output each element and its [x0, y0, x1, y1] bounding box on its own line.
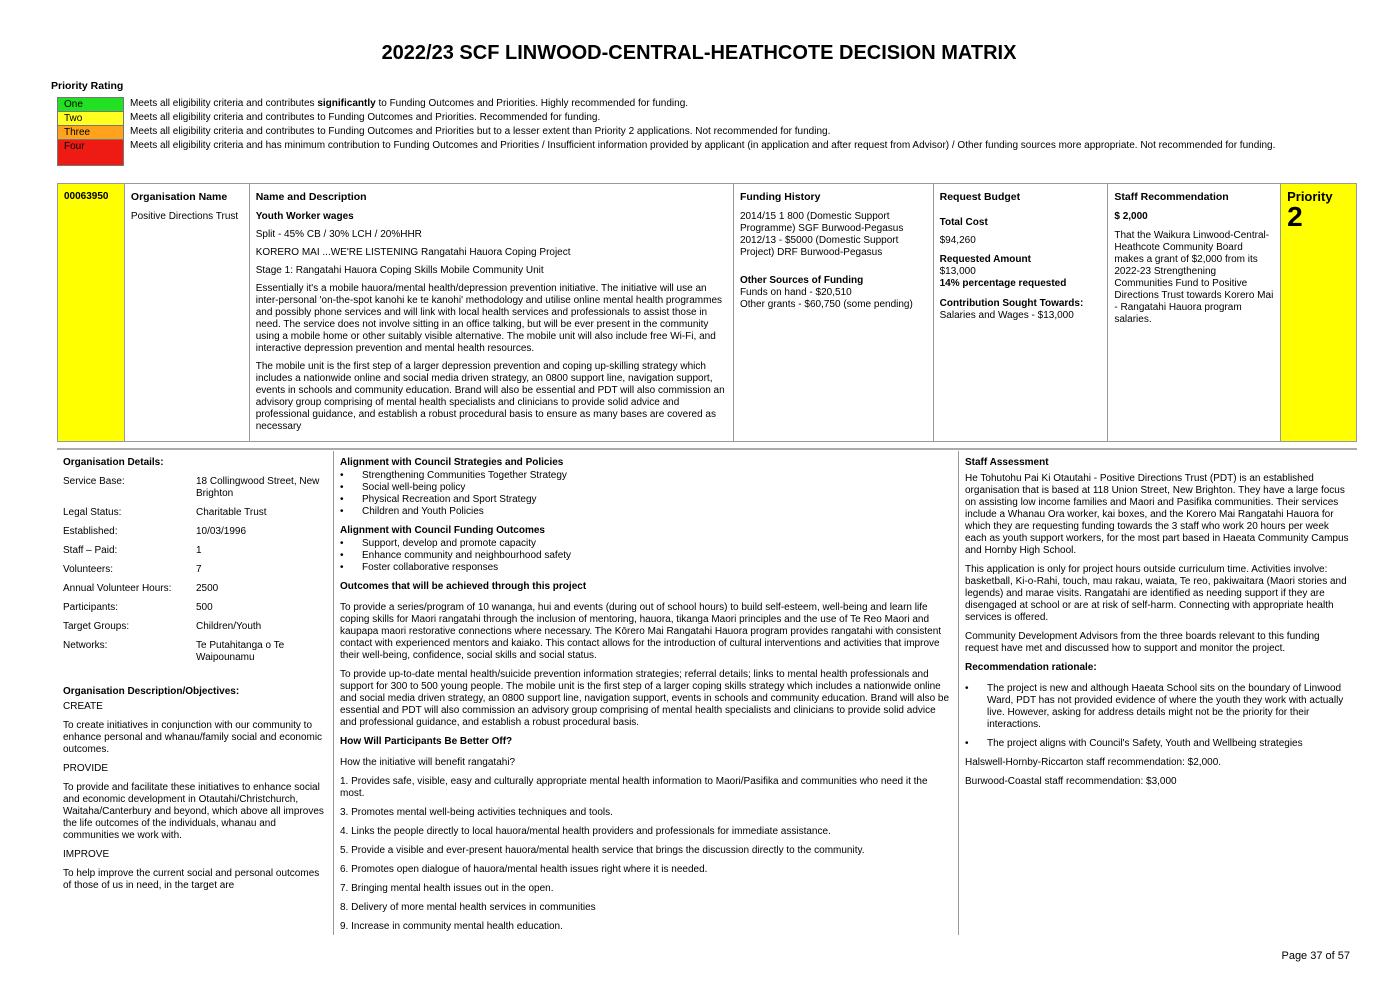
detail-row: Annual Volunteer Hours: 2500 [63, 583, 219, 594]
contribution-label: Contribution Sought Towards: [939, 298, 1084, 309]
detail-row: Participants: 500 [63, 602, 213, 613]
project-title: Youth Worker wages [255, 211, 354, 222]
detail-row: Volunteers: 7 [63, 564, 202, 575]
assessment-paragraph: This application is only for project hours outside curriculum time. Activities involve: basketball, Ki-o-Rahi, touch, mau rakau, waiata, Te reo, pakiwaitara (Maori stories and legends) and marae visits. Rangatahi are identified as needing support if they are disengaged at school or are at risk of self-harm. Connecting with appropriate health services is offered. [965, 564, 1347, 623]
funding-outcomes-heading: Alignment with Council Funding Outcomes [340, 525, 545, 536]
page-number: Page 37 of 57 [1281, 950, 1350, 962]
rationale-heading: Recommendation rationale: [965, 662, 1097, 673]
other-source-line: Funds on hand - $20,510 [739, 287, 852, 298]
description-line: Stage 1: Rangatahi Hauora Coping Skills Mobile Community Unit [255, 265, 544, 276]
legend-text-two: Meets all eligibility criteria and contributes to Funding Outcomes and Priorities. Recommended for funding. [130, 112, 601, 123]
priority-legend [57, 97, 1357, 166]
request-budget-header: Request Budget [939, 191, 1021, 203]
detail-row: Networks: Te Putahitanga o Te Waipounamu [63, 640, 285, 663]
priority-header: Priority [1287, 189, 1333, 204]
legend-swatch-four: Four [57, 139, 124, 166]
staff-assessment-heading: Staff Assessment [965, 457, 1049, 468]
benefit-item: 4. Links the people directly to local hauora/mental health providers and professionals for immediate assistance. [340, 826, 831, 837]
description-line: Essentially it's a mobile hauora/mental health/depression prevention initiative. The initiative will use an inter-personal 'on-the-spot kanohi ke te kanohi' methodology and utilise online mental health programmes and possibly phone services and will link with local health services and professionals to assist those in need. The service does not involve sitting in an office talking, but will be ever present in the community using a mobile home or other suitably visible alternative. The mobile unit will also include free Wi-Fi, and interactive depression prevention and mental health resources. [255, 283, 723, 354]
list-item: • The project aligns with Council's Safety, Youth and Wellbeing strategies [965, 738, 1351, 750]
list-item: • The project is new and although Haeata School sits on the boundary of Linwood Ward, PDT has not provided evidence of where the youth they work with actually live. However, asking for address details might not be the priority for their interactions. [965, 683, 1351, 731]
staff-recommendation-cell [1108, 184, 1281, 441]
requested-amount-value: $13,000 [939, 266, 976, 277]
strategies-heading: Alignment with Council Strategies and Policies [340, 457, 564, 468]
application-id: 00063950 [58, 184, 125, 441]
org-description-heading: Organisation Description/Objectives: [63, 686, 240, 697]
benefit-item: 3. Promotes mental well-being activities techniques and tools. [340, 807, 613, 818]
legend-swatch-three: Three [57, 125, 124, 139]
org-description-block: To provide and facilitate these initiatives to enhance social and economic development in Otautahi/Christchurch, Waitaha/Canterbury and beyond, which above all improves the life outcomes of the individuals, whanau and communities we work with. [63, 782, 324, 841]
total-cost-value: $94,260 [939, 235, 976, 246]
other-source-line: Other grants - $60,750 (some pending) [739, 299, 913, 310]
benefit-item: 5. Provide a visible and ever-present hauora/mental health service that brings the discussion directly to the community. [340, 845, 865, 856]
list-item: • Strengthening Communities Together Strategy [340, 470, 952, 482]
detail-row: Legal Status: Charitable Trust [63, 507, 267, 518]
decision-matrix-row [57, 183, 1357, 442]
detail-row: Target Groups: Children/Youth [63, 621, 262, 632]
assessment-paragraph: He Tohutohu Pai Ki Otautahi - Positive Directions Trust (PDT) is an established organisation that is based at 118 Union Street, New Brighton. They have a large focus on assisting low income families and Maori and Pasifika communities. Their services include a Whanau Ora worker, kai boxes, and the Korero Mai Rangatahi Hauora for which they are requesting funding towards the 3 staff who work 20 hours per week each as youth support workers, for the most part based in Haeata Community Campus and Hornby High School. [965, 473, 1349, 556]
better-off-heading: How Will Participants Be Better Off? [340, 736, 513, 747]
list-item: • Support, develop and promote capacity [340, 538, 952, 550]
request-budget-cell [934, 184, 1109, 441]
benefit-item: 6. Promotes open dialogue of hauora/mental health issues right where it is needed. [340, 864, 708, 875]
priority-value: 2 [1287, 201, 1303, 232]
description-line: KORERO MAI ...WE'RE LISTENING Rangatahi Hauora Coping Project [255, 247, 571, 258]
benefit-item: 9. Increase in community mental health education. [340, 921, 563, 932]
org-description-block: To create initiatives in conjunction with our community to enhance personal and whanau/family social and economic outcomes. [63, 720, 323, 755]
percentage-requested: 14% percentage requested [939, 278, 1067, 289]
legend-text-three: Meets all eligibility criteria and contributes to Funding Outcomes and Priorities but to a lesser extent than Priority 2 applications. Not recommended for funding. [130, 126, 831, 137]
contribution-value: Salaries and Wages - $13,000 [939, 310, 1074, 321]
legend-row-four [57, 139, 1357, 166]
legend-row-one [57, 97, 1357, 111]
staff-assessment-column [959, 451, 1357, 935]
assessment-paragraph: Community Development Advisors from the three boards relevant to this funding request have met and discussed how to support and monitor the project. [965, 631, 1320, 654]
description-line: The mobile unit is the first step of a larger depression prevention and coping up-skilling strategy which includes a nationwide online and social media driven strategy, an 0800 support line, navigation support, events in schools and community education. Brand will also be essential and PDT will also commission an advisory group comprising of mental health specialists and clinicians to provide solid advice and professional guidance, and establish a robust procedural basis to ensure as many bases are covered as necessary [255, 361, 725, 432]
list-item: • Social well-being policy [340, 482, 952, 494]
legend-row-three [57, 125, 1357, 139]
list-item: • Physical Recreation and Sport Strategy [340, 494, 952, 506]
org-description-block: PROVIDE [63, 763, 109, 774]
description-cell [250, 184, 734, 441]
page-title: 2022/23 SCF LINWOOD-CENTRAL-HEATHCOTE DECISION MATRIX [381, 42, 1017, 64]
detail-row: Service Base: 18 Collingwood Street, New Brighton [63, 476, 320, 499]
total-cost-label: Total Cost [939, 217, 988, 228]
org-name-cell [125, 184, 250, 441]
legend-swatch-one: One [57, 97, 124, 111]
requested-amount-label: Requested Amount [939, 254, 1031, 265]
funding-history-text: 2014/15 1 800 (Domestic Support Programme) SGF Burwood-Pegasus 2012/13 - $5000 (Domestic Support Project) DRF Burwood-Pegasus [739, 211, 904, 258]
outcome-paragraph: To provide a series/program of 10 wananga, hui and events (during out of school hours) to build self-esteem, well-being and learn life coping skills for Maori rangatahi through the inclusion of mentoring, hauora, tikanga Maori principles and the use of Te Reo Maori and kaupapa maori restorative connections where necessary. The Kōrero Mai Rangatahi Hauora program provides rangatahi with consistent contact with experienced mentors and kaiako. This contact allows for the introduction of cultural interventions and activities that improve their well-being, confidence, social skills and social status. [340, 602, 942, 661]
benefit-item: 8. Delivery of more mental health services in communities [340, 902, 596, 913]
staff-recommendation-header: Staff Recommendation [1114, 191, 1229, 203]
benefit-item: 7. Bringing mental health issues out in the open. [340, 883, 554, 894]
org-description-block: CREATE [63, 701, 103, 712]
funding-history-cell [734, 184, 934, 441]
detail-row: Established: 10/03/1996 [63, 526, 247, 537]
outcome-paragraph: To provide up-to-date mental health/suicide prevention information strategies; referral details; links to mental health professionals and support for 300 to 500 young people. The mobile unit is the first step of a larger coping skills strategy which includes a nationwide online and social media driven strategy, an 0800 support line, navigation support, events in schools and community education. Brand will also be essential and PDT will also commission an advisory group comprising of mental health specialists and clinicians to provide solid advice and professional guidance, and establish a robust procedural basis. [340, 669, 950, 728]
org-name: Positive Directions Trust [130, 211, 239, 222]
other-sources-label: Other Sources of Funding [739, 275, 864, 286]
detail-row: Staff – Paid: 1 [63, 545, 202, 556]
list-item: • Children and Youth Policies [340, 506, 952, 518]
benefit-item: How the initiative will benefit rangatahi? [340, 757, 516, 768]
description-header: Name and Description [255, 191, 367, 203]
organisation-details-column [57, 451, 334, 935]
details-section [57, 451, 1357, 935]
rationale-list [965, 683, 1351, 750]
org-description-block: IMPROVE [63, 849, 110, 860]
staff-recommendation-text: That the Waikura Linwood-Central-Heathcote Community Board makes a grant of $2,000 from its 2022-23 Strengthening Communities Fund to Positive Directions Trust towards Korero Mai - Rangatahi Hauora program salaries. [1114, 230, 1274, 325]
legend-row-two [57, 111, 1357, 125]
funding-outcomes-list [340, 538, 952, 574]
description-line: Split - 45% CB / 30% LCH / 20%HHR [255, 229, 422, 240]
alignment-column [334, 451, 959, 935]
org-name-header: Organisation Name [130, 191, 228, 203]
legend-text-four: Meets all eligibility criteria and has minimum contribution to Funding Outcomes and Priorities / Insufficient information provided by applicant (in application and after request from Advisor) / Other funding sources more appropriate. Not recommended for funding. [130, 140, 1276, 151]
section-divider [57, 448, 1357, 450]
benefit-item: 1. Provides safe, visible, easy and culturally appropriate mental health information to Maori/Pasifika and communities who need it the most. [340, 776, 928, 799]
list-item: • Enhance community and neighbourhood safety [340, 550, 952, 562]
board-recommendation: Burwood-Coastal staff recommendation: $3,000 [965, 776, 1177, 787]
board-recommendation: Halswell-Hornby-Riccarton staff recommendation: $2,000. [965, 757, 1222, 768]
outcomes-achieved-heading: Outcomes that will be achieved through this project [340, 581, 587, 592]
org-description-block: To help improve the current social and personal outcomes of those of us in need, in the target are [63, 868, 320, 891]
funding-history-header: Funding History [739, 191, 821, 203]
org-details-heading: Organisation Details: [63, 457, 164, 468]
staff-recommendation-amount: $ 2,000 [1114, 211, 1148, 222]
list-item: • Foster collaborative responses [340, 562, 952, 574]
legend-text-one: Meets all eligibility criteria and contributes significantly to Funding Outcomes and Priorities. Highly recommended for funding. [130, 98, 689, 109]
priority-cell [1281, 184, 1356, 441]
legend-swatch-two: Two [57, 111, 124, 125]
strategies-list [340, 470, 952, 518]
priority-rating-heading: Priority Rating [51, 80, 124, 92]
